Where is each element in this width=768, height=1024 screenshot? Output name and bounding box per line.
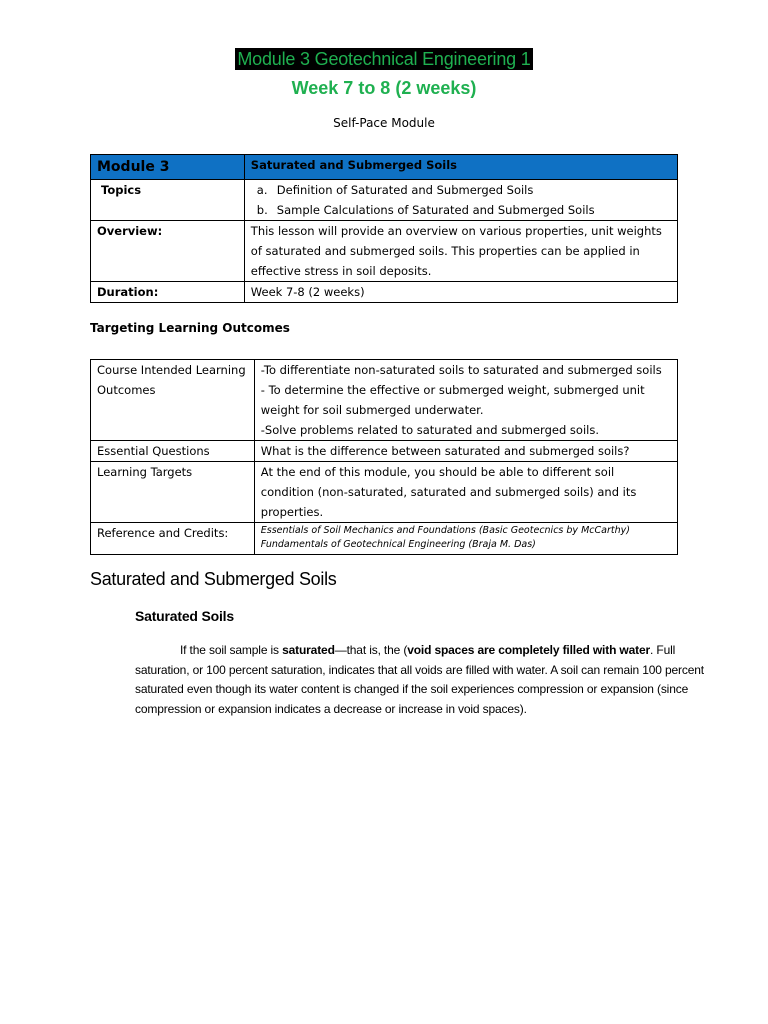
ciol-line: - To determine the effective or submerged weight, submerged unit weight for soil submerged underwater. <box>260 383 645 417</box>
module-header-row <box>91 155 678 180</box>
body-paragraph <box>135 641 725 719</box>
references-cell <box>254 523 677 555</box>
self-pace-label: Self-Pace Module <box>333 116 435 130</box>
essential-questions-row <box>91 441 678 462</box>
ciol-line: -To differentiate non-saturated soils to saturated and submerged soils <box>260 363 662 377</box>
list-marker: b. <box>256 203 268 217</box>
outcomes-heading: Targeting Learning Outcomes <box>90 321 290 335</box>
duration-value: Week 7-8 (2 weeks) <box>244 282 677 303</box>
ciol-row <box>91 360 678 441</box>
learning-outcomes-table <box>90 359 678 555</box>
overview-label: Overview: <box>91 221 245 282</box>
section-heading: Saturated and Submerged Soils <box>90 569 337 589</box>
list-item <box>251 200 671 220</box>
overview-text: This lesson will provide an overview on various properties, unit weights of saturated and submerged soils. This properties can be applied in effective stress in soil deposits. <box>244 221 677 282</box>
subsection-heading: Saturated Soils <box>135 608 234 624</box>
list-item <box>251 180 671 200</box>
module-topic-title: Saturated and Submerged Soils <box>244 155 677 180</box>
para-bold-saturated: saturated <box>282 643 335 657</box>
para-text-1: If the soil sample is <box>180 643 283 657</box>
ciol-line: -Solve problems related to saturated and submerged soils. <box>260 423 599 437</box>
ciol-cell <box>254 360 677 441</box>
para-bold-void-spaces: void spaces are completely filled with water <box>407 643 651 657</box>
duration-label: Duration: <box>91 282 245 303</box>
references-row <box>91 523 678 555</box>
module-title: Module 3 Geotechnical Engineering 1 <box>237 49 531 69</box>
learning-targets-row <box>91 462 678 523</box>
references-label: Reference and Credits: <box>91 523 255 555</box>
list-marker: a. <box>256 183 268 197</box>
topics-label <box>91 180 245 221</box>
overview-row <box>91 221 678 282</box>
topic-text: Sample Calculations of Saturated and Submerged Soils <box>276 203 595 217</box>
para-text-2: —that is, the ( <box>334 643 408 657</box>
module-info-table <box>90 154 678 303</box>
topics-row <box>91 180 678 221</box>
learning-targets-label: Learning Targets <box>91 462 255 523</box>
para-text-3: . Full saturation, or 100 percent saturation, indicates that all voids are filled with water. A soil can remain 100 percent saturated even though its water content is changed if the soil experiences compression or expansion (since compression or expansion indicates a decrease or increase in void spaces). <box>135 643 704 716</box>
topics-label-text: Topics <box>101 183 142 197</box>
title-wrapper <box>0 48 768 70</box>
topic-text: Definition of Saturated and Submerged Soils <box>276 183 534 197</box>
ciol-label: Course Intended Learning Outcomes <box>91 360 255 441</box>
essential-questions-label: Essential Questions <box>91 441 255 462</box>
topics-cell <box>244 180 677 221</box>
week-subtitle: Week 7 to 8 (2 weeks) <box>291 78 477 98</box>
topics-list <box>251 180 671 220</box>
duration-row <box>91 282 678 303</box>
essential-questions-value: What is the difference between saturated and submerged soils? <box>254 441 677 462</box>
reference-line: Essentials of Soil Mechanics and Foundations (Basic Geotecnics by McCarthy) <box>260 525 630 536</box>
module-label: Module 3 <box>91 155 245 180</box>
reference-line: Fundamentals of Geotechnical Engineering (Braja M. Das) <box>260 539 536 550</box>
learning-targets-value: At the end of this module, you should be able to different soil condition (non-saturated, saturated and submerged soils) and its properties. <box>254 462 677 523</box>
